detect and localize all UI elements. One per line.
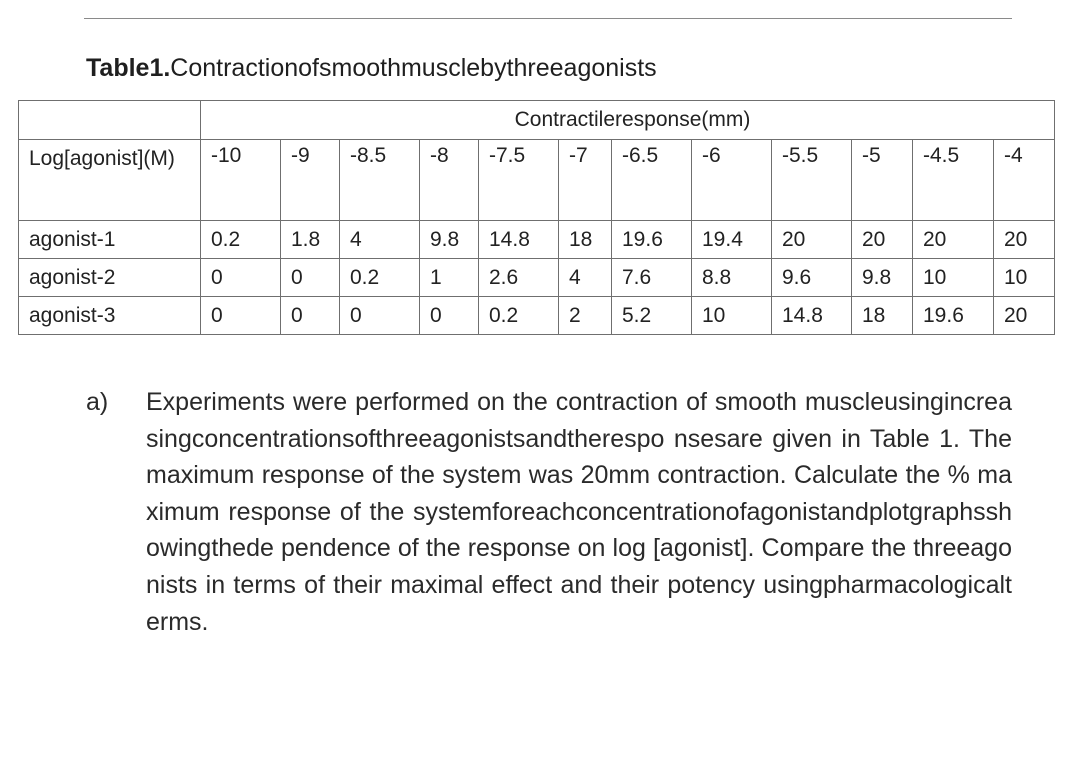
table-caption <box>86 54 657 83</box>
contractile-response-header: Contractileresponse(mm) <box>201 101 1055 140</box>
response-cell: 0.2 <box>340 259 420 297</box>
table-row <box>19 297 1055 335</box>
response-cell: 8.8 <box>692 259 772 297</box>
response-cell: 10 <box>913 259 994 297</box>
caption-label: Table1. <box>86 54 171 82</box>
response-cell: 14.8 <box>772 297 852 335</box>
response-cell: 10 <box>994 259 1055 297</box>
log-value-cell: -5 <box>852 140 913 221</box>
response-cell: 0 <box>340 297 420 335</box>
table-corner-cell <box>19 101 201 140</box>
response-cell: 10 <box>692 297 772 335</box>
response-cell: 20 <box>852 221 913 259</box>
response-cell: 4 <box>559 259 612 297</box>
log-value-cell: -6.5 <box>612 140 692 221</box>
response-cell: 19.4 <box>692 221 772 259</box>
response-cell: 0 <box>281 259 340 297</box>
response-cell: 19.6 <box>612 221 692 259</box>
question-paragraph <box>86 384 1012 640</box>
contraction-table <box>18 100 1055 335</box>
response-cell: 20 <box>994 297 1055 335</box>
response-cell: 5.2 <box>612 297 692 335</box>
response-cell: 4 <box>340 221 420 259</box>
response-cell: 9.8 <box>852 259 913 297</box>
log-agonist-row <box>19 140 1055 221</box>
log-value-cell: -7.5 <box>479 140 559 221</box>
response-cell: 0 <box>201 297 281 335</box>
response-cell: 18 <box>559 221 612 259</box>
response-cell: 9.8 <box>420 221 479 259</box>
log-value-cell: -6 <box>692 140 772 221</box>
log-value-cell: -8 <box>420 140 479 221</box>
response-cell: 18 <box>852 297 913 335</box>
log-value-cell: -9 <box>281 140 340 221</box>
response-cell: 1 <box>420 259 479 297</box>
table-row <box>19 221 1055 259</box>
question-text: Experiments were performed on the contraction of smooth muscleusingincreasingconcentrationsofthreeagonistsandtherespo nsesare given in Table 1. The maximum response of the system was 20mm contraction. Calculate the % maximum response of the systemforeachconcentrationofagonistandplotgraphsshowingthede pendence of the response on log [agonist]. Compare the threeagonists in terms of their maximal effect and their potency usingpharmacologicalterms. <box>146 388 1012 636</box>
response-cell: 14.8 <box>479 221 559 259</box>
response-cell: 20 <box>994 221 1055 259</box>
log-value-cell: -4 <box>994 140 1055 221</box>
response-cell: 9.6 <box>772 259 852 297</box>
log-value-cell: -7 <box>559 140 612 221</box>
question-marker: a) <box>86 388 109 416</box>
response-cell: 2.6 <box>479 259 559 297</box>
response-cell: 20 <box>772 221 852 259</box>
response-cell: 0 <box>420 297 479 335</box>
top-rule <box>84 18 1012 19</box>
response-cell: 19.6 <box>913 297 994 335</box>
log-value-cell: -4.5 <box>913 140 994 221</box>
caption-text: Contractionofsmoothmusclebythreeagonists <box>170 54 657 82</box>
response-cell: 0 <box>281 297 340 335</box>
log-value-cell: -10 <box>201 140 281 221</box>
agonist-name: agonist-2 <box>19 259 201 297</box>
log-value-cell: -8.5 <box>340 140 420 221</box>
agonist-name: agonist-3 <box>19 297 201 335</box>
response-cell: 7.6 <box>612 259 692 297</box>
response-cell: 1.8 <box>281 221 340 259</box>
response-cell: 0.2 <box>201 221 281 259</box>
table-header-row <box>19 101 1055 140</box>
response-cell: 2 <box>559 297 612 335</box>
response-cell: 0.2 <box>479 297 559 335</box>
table-row <box>19 259 1055 297</box>
log-value-cell: -5.5 <box>772 140 852 221</box>
agonist-name: agonist-1 <box>19 221 201 259</box>
response-cell: 0 <box>201 259 281 297</box>
log-agonist-label: Log[agonist](M) <box>19 140 201 221</box>
response-cell: 20 <box>913 221 994 259</box>
